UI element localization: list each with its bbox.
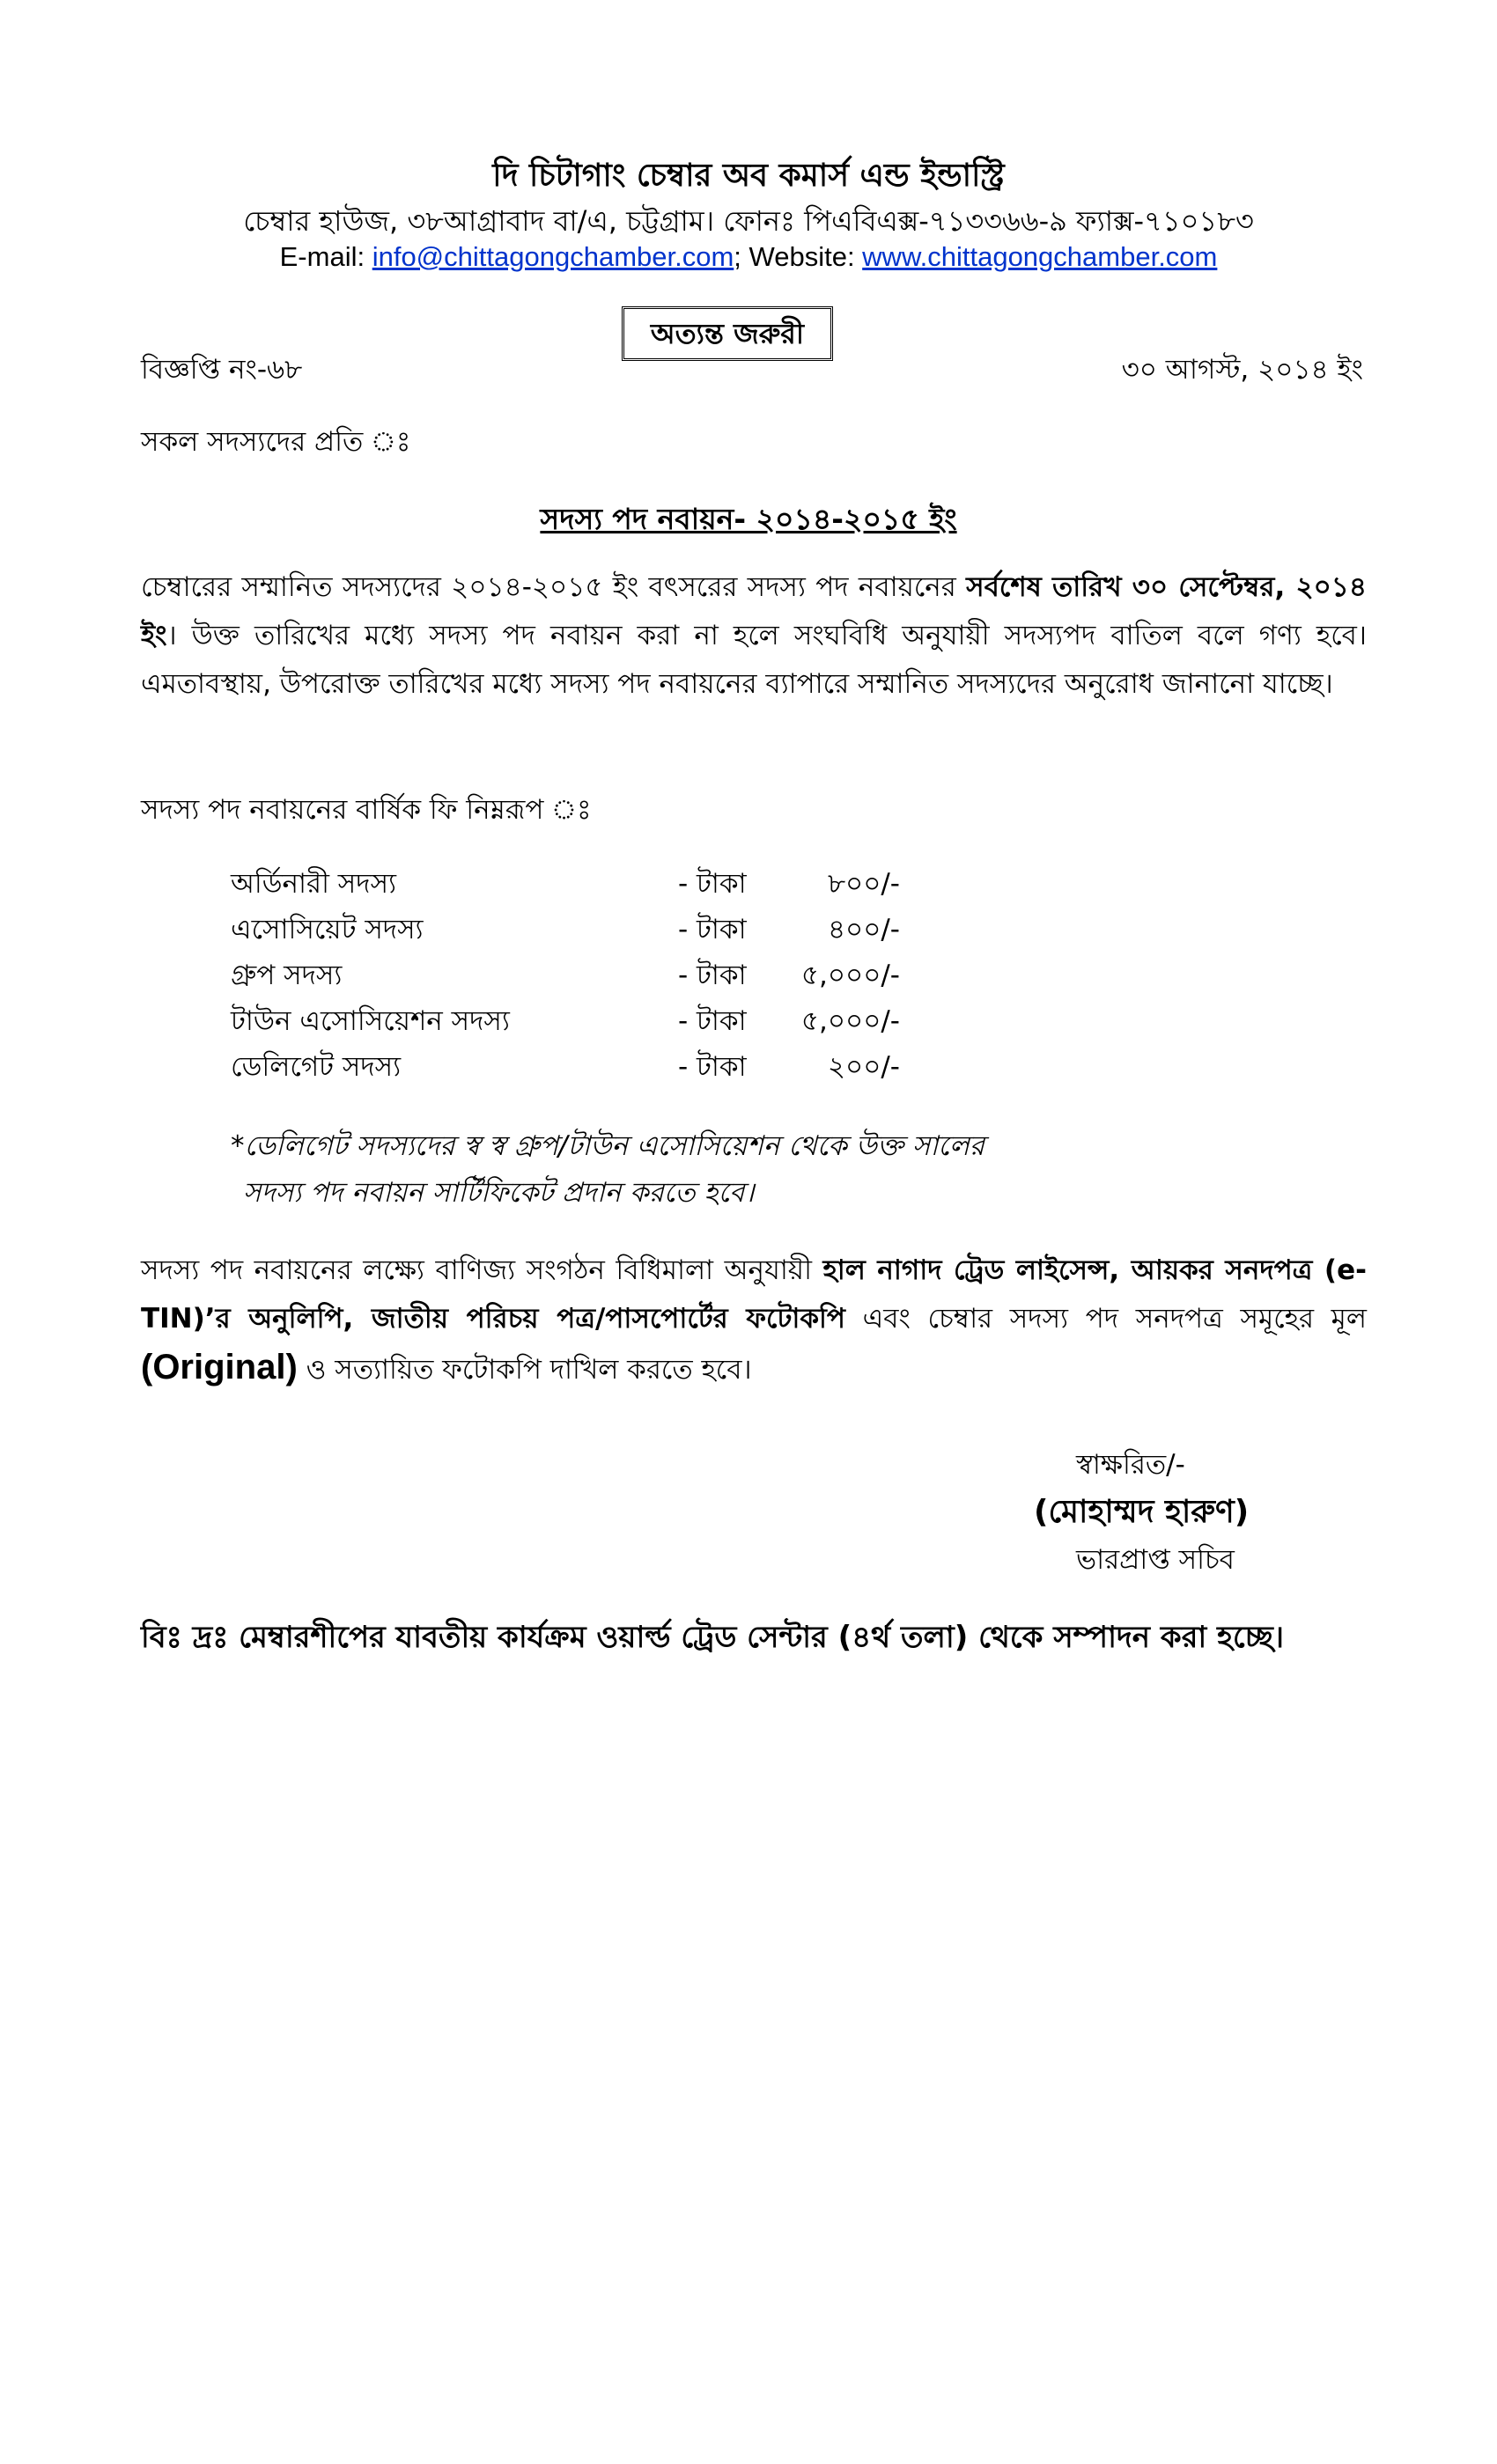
para1-part1: চেম্বারের সম্মানিত সদস্যদের ২০১৪-২০১৫ ইং বৎসরের সদস্য পদ নবায়নের <box>141 571 967 603</box>
deadline-text: সর্বশেষ তারিখ ৩০ সেপ্টেম্বর, ২০১৪ ইং <box>141 571 1367 651</box>
website-label: ; Website: <box>734 241 863 272</box>
fee-row <box>231 1046 900 1092</box>
org-name: দি চিটাগাং চেম্বার অব কমার্স এন্ড ইন্ডাস্ট্রি <box>492 158 1005 194</box>
fee-name: গ্রুপ সদস্য <box>231 960 343 991</box>
original-text: (Original) <box>141 1348 298 1386</box>
fee-currency: - টাকা <box>678 960 747 991</box>
signatory-name: (মোহাম্মদ হারুণ) <box>1034 1494 1250 1530</box>
contact-line <box>0 241 1497 273</box>
fee-intro: সদস্য পদ নবায়নের বার্ষিক ফি নিম্নরূপ ঃ <box>141 794 592 826</box>
para1-part2: । উক্ত তারিখের মধ্যে সদস্য পদ নবায়ন করা না হলে সংঘবিধি অনুযায়ী সদস্যপদ বাতিল বলে গণ্য হবে। এমতাবস্থায়, উপরোক্ত তারিখের মধ্যে সদস্য পদ নবায়নের ব্যাপারে সম্মানিত সদস্যদের অনুরোধ জানানো যাচ্ছে। <box>141 620 1367 700</box>
para2-part1: সদস্য পদ নবায়নের লক্ষ্যে বাণিজ্য সংগঠন বিধিমালা অনুযায়ী <box>141 1254 823 1286</box>
delegate-footnote <box>231 1123 1199 1217</box>
paragraph-documents <box>141 1247 1367 1394</box>
notice-number: বিজ্ঞপ্তি নং-৬৮ <box>141 354 303 386</box>
footer-note: বিঃ দ্রঃ মেম্বারশীপের যাবতীয় কার্যক্রম ওয়ার্ল্ড ট্রেড সেন্টার (৪র্থ তলা) থেকে সম্পাদন করা হচ্ছে। <box>141 1620 1284 1655</box>
urgent-badge: অত্যন্ত জরুরী <box>622 306 833 361</box>
fee-currency: - টাকা <box>678 1005 747 1037</box>
fee-name: অর্ডিনারী সদস্য <box>231 868 397 900</box>
para2-part2: এবং চেম্বার সদস্য পদ সনদপত্র সমূহের মূল <box>844 1303 1367 1335</box>
fee-amount: ৮০০/- <box>827 868 900 900</box>
website-link[interactable]: www.chittagongchamber.com <box>862 241 1218 272</box>
notice-date: ৩০ আগস্ট, ২০১৪ ইং <box>1121 354 1363 386</box>
signatory-title: ভারপ্রাপ্ত সচিব <box>1076 1544 1235 1576</box>
fee-name: এসোসিয়েট সদস্য <box>231 914 424 945</box>
fee-row <box>231 863 900 908</box>
fee-row <box>231 954 900 1000</box>
paragraph-renewal-deadline <box>141 563 1367 709</box>
footnote-line-1: *ডেলিগেট সদস্যদের স্ব স্ব গ্রুপ/টাউন এসোসিয়েশন থেকে উক্ত সালের <box>231 1130 984 1162</box>
required-documents: হাল নাগাদ ট্রেড লাইসেন্স, আয়কর সনদপত্র (e-TIN)’র অনুলিপি, জাতীয় পরিচয় পত্র/পাসপোর্টের ফটোকপি <box>141 1254 1367 1335</box>
fee-amount: ৫,০০০/- <box>800 960 900 991</box>
fee-currency: - টাকা <box>678 868 747 900</box>
para2-part3: ও সত্যায়িত ফটোকপি দাখিল করতে হবে। <box>297 1354 752 1386</box>
fee-amount: ৪০০/- <box>827 914 900 945</box>
email-link[interactable]: info@chittagongchamber.com <box>372 241 734 272</box>
subject-text: সদস্য পদ নবায়ন- ২০১৪-২০১৫ ইং <box>540 502 957 536</box>
fee-amount: ২০০/- <box>827 1051 900 1083</box>
fee-currency: - টাকা <box>678 914 747 945</box>
subject-line <box>0 496 1497 546</box>
fee-currency: - টাকা <box>678 1051 747 1083</box>
fee-row <box>231 1000 900 1046</box>
footnote-line-2: সদস্য পদ নবায়ন সার্টিফিকেট প্রদান করতে হবে। <box>243 1177 755 1209</box>
fee-name: ডেলিগেট সদস্য <box>231 1051 402 1083</box>
fee-amount: ৫,০০০/- <box>800 1005 900 1037</box>
org-address: চেম্বার হাউজ, ৩৮আগ্রাবাদ বা/এ, চট্টগ্রাম। ফোনঃ পিএবিএক্স-৭১৩৩৬৬-৯ ফ্যাক্স-৭১০১৮৩ <box>243 204 1254 238</box>
email-label: E-mail: <box>279 241 372 272</box>
signature-label: স্বাক্ষরিত/- <box>1076 1449 1185 1481</box>
fee-row <box>231 908 900 954</box>
fee-name: টাউন এসোসিয়েশন সদস্য <box>231 1005 510 1037</box>
salutation: সকল সদস্যদের প্রতি ঃ <box>141 426 411 458</box>
